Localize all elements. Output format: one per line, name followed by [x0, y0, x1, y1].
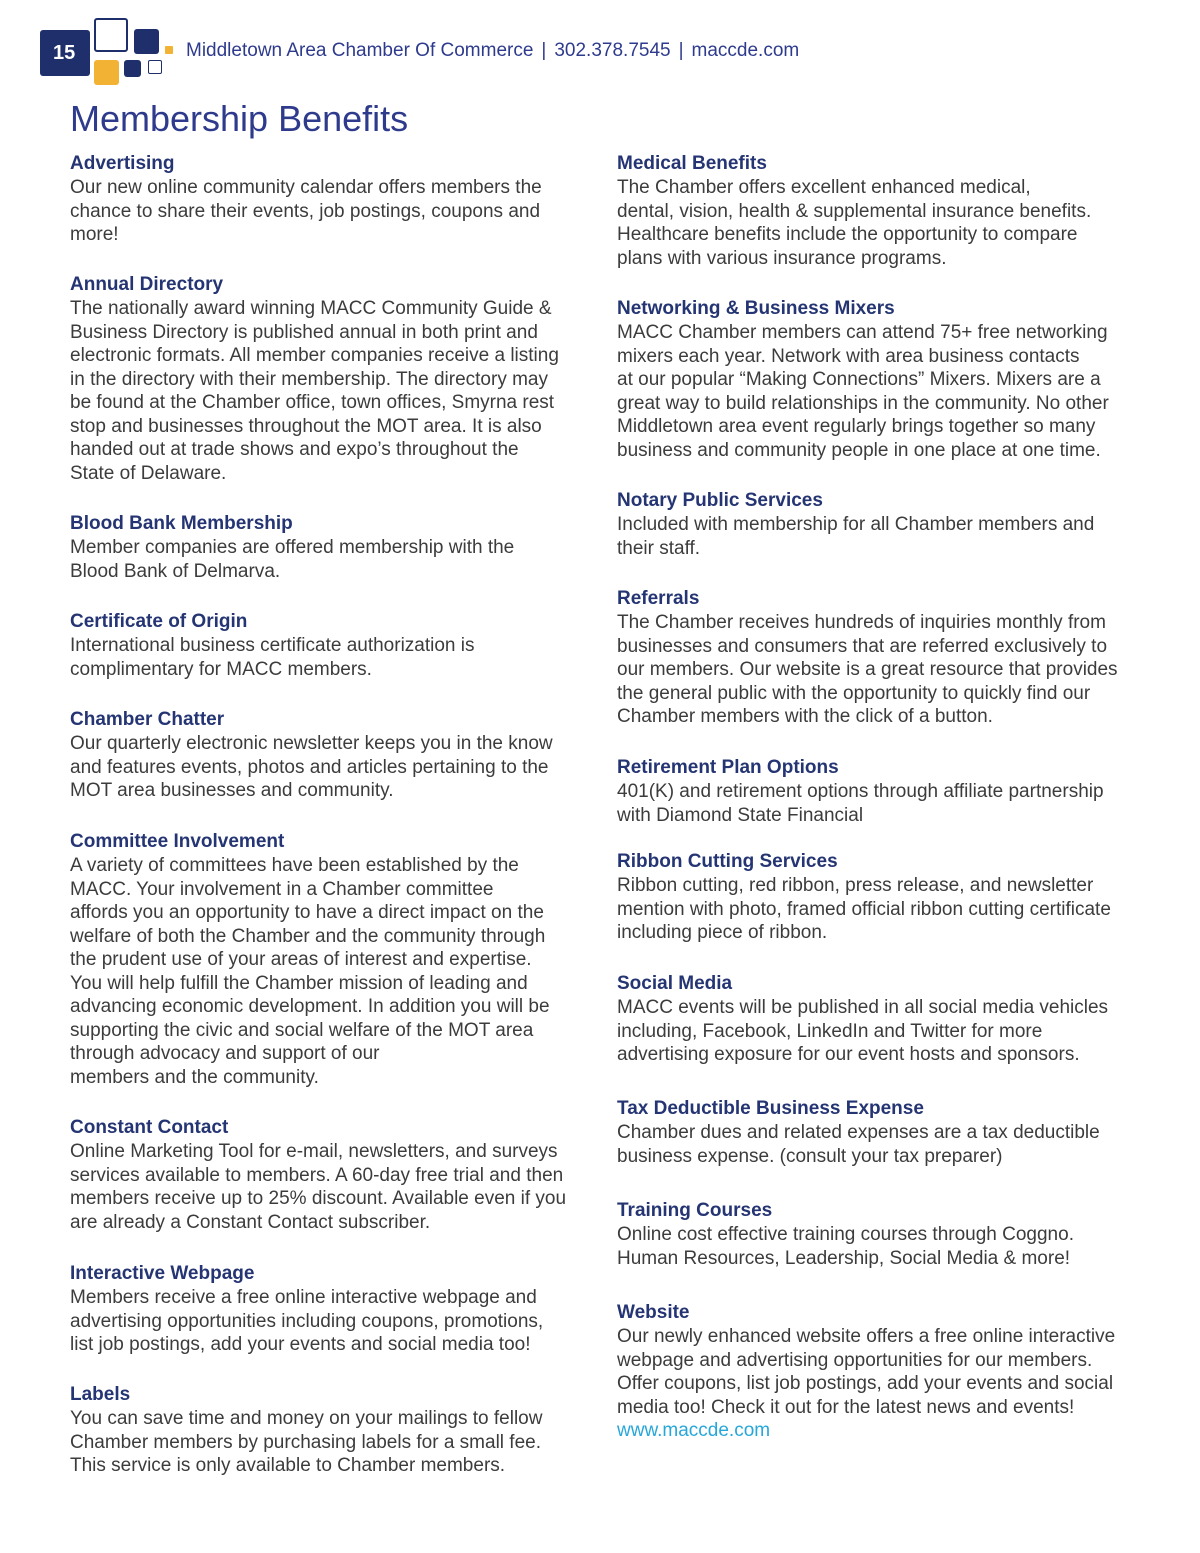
section-body: Online cost effective training courses through Coggno. Human Resources, Leadership, Social Media & more!	[617, 1224, 1074, 1269]
section-title: Training Courses	[617, 1200, 773, 1221]
section-title: Blood Bank Membership	[70, 513, 293, 534]
logo-square-outline	[94, 18, 128, 52]
section-constant-contact	[70, 1116, 590, 1234]
section-tax-deductible	[617, 1097, 1145, 1168]
section-title: Labels	[70, 1384, 131, 1405]
section-body: Included with membership for all Chamber members and their staff.	[617, 514, 1095, 559]
section-blood-bank	[70, 512, 590, 583]
section-title: Committee Involvement	[70, 831, 285, 852]
section-body: Member companies are offered membership with the Blood Bank of Delmarva.	[70, 537, 515, 582]
section-website	[617, 1301, 1145, 1443]
logo-square-navy	[134, 29, 159, 54]
section-referrals	[617, 587, 1145, 729]
section-title: Networking & Business Mixers	[617, 298, 895, 319]
logo-square-navy-small	[124, 60, 141, 77]
website-link[interactable]: www.maccde.com	[617, 1420, 771, 1441]
logo-square-gold	[94, 60, 119, 85]
section-body: The Chamber receives hundreds of inquiries monthly from businesses and consumers that are referred exclusively to our members. Our website is a great resource that provides the general public with the opportunity to quickly find our Chamber members with the click of a button.	[617, 612, 1118, 727]
section-title: Advertising	[70, 153, 175, 174]
section-title: Website	[617, 1302, 690, 1323]
section-medical-benefits	[617, 152, 1145, 270]
section-body: Chamber dues and related expenses are a tax deductible business expense. (consult your tax preparer)	[617, 1122, 1100, 1167]
section-notary	[617, 489, 1145, 560]
page-title: Membership Benefits	[70, 98, 409, 139]
header-separator: |	[678, 40, 684, 61]
section-title: Notary Public Services	[617, 490, 823, 511]
org-phone: 302.378.7545	[554, 40, 671, 61]
section-title: Interactive Webpage	[70, 1263, 255, 1284]
section-chamber-chatter	[70, 708, 590, 803]
section-title: Ribbon Cutting Services	[617, 851, 838, 872]
section-title: Referrals	[617, 588, 700, 609]
section-body: Our new online community calendar offers members the chance to share their events, job postings, coupons and more!	[70, 177, 542, 245]
section-title: Retirement Plan Options	[617, 757, 839, 778]
section-body: The nationally award winning MACC Community Guide & Business Directory is published annual in both print and electronic formats. All member companies receive a listing in the directory with their membership. The directory may be found at the Chamber office, town offices, Smyrna rest stop and businesses throughout the MOT area. It is also handed out at trade shows and expo’s throughout the State of Delaware.	[70, 298, 559, 484]
section-annual-directory	[70, 273, 590, 485]
logo-square-gold-small	[165, 46, 173, 54]
section-certificate-of-origin	[70, 610, 590, 681]
logo-square-outline-small	[148, 60, 162, 74]
section-body: A variety of committees have been established by the MACC. Your involvement in a Chamber committee affords you an opportunity to have a direct impact on the welfare of both the Chamber and the community through the prudent use of your areas of interest and expertise. You will help fulfill the Chamber mission of leading and advancing economic development. In addition you will be supporting the civic and social welfare of the MOT area through advocacy and support of our members and the community.	[70, 855, 550, 1088]
section-retirement	[617, 756, 1145, 827]
section-body: Our newly enhanced website offers a free online interactive webpage and advertising opportunities for our members. Offer coupons, list job postings, add your events and social media too! Check it out for the latest news and events!	[617, 1326, 1116, 1418]
header-contact-line	[186, 40, 799, 62]
page-number-badge	[40, 30, 90, 76]
section-title: Chamber Chatter	[70, 709, 225, 730]
section-body: Members receive a free online interactive webpage and advertising opportunities including coupons, promotions, list job postings, add your events and social media too!	[70, 1287, 544, 1355]
page-number: 15	[53, 42, 76, 64]
section-title: Social Media	[617, 973, 733, 994]
section-title: Constant Contact	[70, 1117, 229, 1138]
section-body: 401(K) and retirement options through affiliate partnership with Diamond State Financial	[617, 781, 1104, 826]
section-ribbon-cutting	[617, 850, 1145, 945]
section-social-media	[617, 972, 1145, 1067]
section-title: Annual Directory	[70, 274, 224, 295]
section-interactive-webpage	[70, 1262, 590, 1357]
section-committee-involvement	[70, 830, 590, 1089]
section-body: Online Marketing Tool for e-mail, newsletters, and surveys services available to members. A 60-day free trial and then members receive up to 25% discount. Available even if you are already a Constant Contact subscriber.	[70, 1141, 567, 1233]
section-advertising	[70, 152, 590, 247]
section-body: The Chamber offers excellent enhanced medical, dental, vision, health & supplemental insurance benefits. Healthcare benefits include the opportunity to compare plans with various insurance programs.	[617, 177, 1092, 269]
section-body: MACC Chamber members can attend 75+ free networking mixers each year. Network with area business contacts at our popular “Making Connections” Mixers. Mixers are a great way to build relationships in the community. No other Middletown area event regularly brings together so many business and community people in one place at one time.	[617, 322, 1109, 461]
section-title: Certificate of Origin	[70, 611, 248, 632]
section-body: International business certificate authorization is complimentary for MACC members.	[70, 635, 475, 680]
header-separator: |	[541, 40, 547, 61]
org-name: Middletown Area Chamber Of Commerce	[186, 40, 534, 61]
section-title: Tax Deductible Business Expense	[617, 1098, 924, 1119]
section-body: Our quarterly electronic newsletter keeps you in the know and features events, photos and articles pertaining to the MOT area businesses and community.	[70, 733, 553, 801]
section-labels	[70, 1383, 590, 1478]
section-body: Ribbon cutting, red ribbon, press release, and newsletter mention with photo, framed official ribbon cutting certificate including piece of ribbon.	[617, 875, 1111, 943]
section-body: You can save time and money on your mailings to fellow Chamber members by purchasing labels for a small fee. This service is only available to Chamber members.	[70, 1408, 543, 1476]
section-body: MACC events will be published in all social media vehicles including, Facebook, LinkedIn and Twitter for more advertising exposure for our event hosts and sponsors.	[617, 997, 1109, 1065]
section-training-courses	[617, 1199, 1145, 1270]
section-title: Medical Benefits	[617, 153, 767, 174]
org-website[interactable]: maccde.com	[691, 40, 800, 61]
section-networking	[617, 297, 1145, 462]
